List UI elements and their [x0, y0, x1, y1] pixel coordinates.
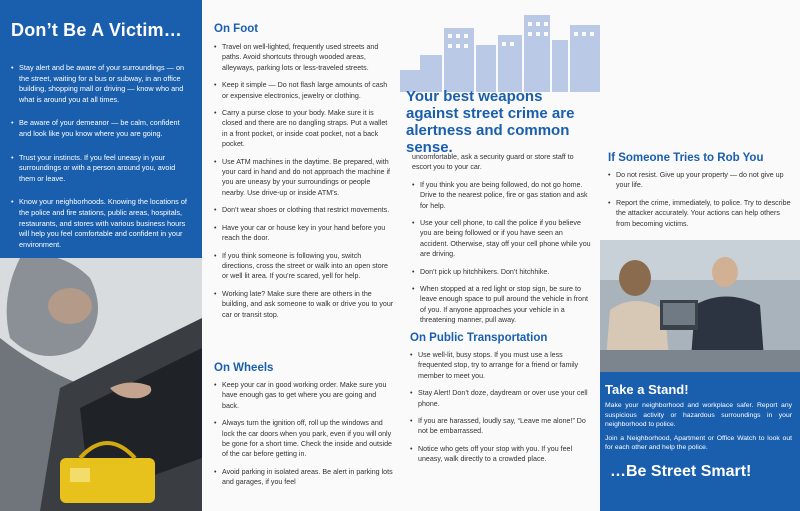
paragraph: Join a Neighborhood, Apartment or Office Watch to look out for each other and help the police. [605, 434, 792, 452]
driving-list [412, 180, 592, 326]
list-item: • Trust your instincts. If you feel uneasy in your surroundings or with a person around you, avoid them or leave. [11, 153, 192, 185]
list-item: • Have your car or house key in your hand before you reach the door. [214, 223, 394, 244]
on-foot-panel [202, 0, 400, 511]
panel-title: Don’t Be A Victim… [11, 20, 182, 40]
police-desk-illustration [600, 240, 800, 372]
section-heading: If Someone Tries to Rob You [608, 152, 764, 164]
list-item: • Use your cell phone, to call the police if you believe you are being followed or if you have seen an accident. Otherwise, stay off your cell phone while you are driving. [412, 218, 592, 260]
list-item: • Carry a purse close to your body. Make sure it is closed and there are no dangling straps. Put a wallet in a front pocket, or inside coat pocket, not a back pocket. [214, 108, 394, 150]
left-panel [0, 0, 202, 511]
list-item: • Be aware of your demeanor — be calm, confident and look like you know where you are going. [11, 118, 192, 139]
headline: Your best weapons against street crime are alertness and common sense. [406, 88, 575, 156]
list-item: • Stay alert and be aware of your surroundings — on the street, waiting for a bus or subway, in an office building, shopping mall or driving — know who and what is around you at all times. [11, 63, 192, 105]
tagline: …Be Street Smart! [610, 462, 752, 480]
list-item: • Travel on well-lighted, frequently used streets and paths. Avoid shortcuts through wooded areas, alleyways, parking lots or less-traveled streets. [214, 42, 394, 73]
police-report-photo [600, 240, 800, 372]
car-theft-photo [0, 258, 202, 511]
list-item: • Don’t pick up hitchhikers. Don’t hitchhike. [412, 267, 592, 277]
list-item: • Report the crime, immediately, to police. Try to describe the attacker accurately. Your actions can help others from becoming victims. [608, 198, 796, 229]
list-item: • If you are harassed, loudly say, “Leave me alone!” Do not be embarrassed. [410, 416, 592, 437]
section-heading: Take a Stand! [605, 382, 689, 397]
transit-list [410, 350, 592, 472]
list-item: • Notice who gets off your stop with you. If you feel uneasy, walk directly to a crowded place. [410, 444, 592, 465]
list-item: • Keep your car in good working order. Make sure you have enough gas to get where you are going and back. [214, 380, 394, 411]
section-heading: On Wheels [214, 362, 274, 374]
city-skyline-graphic [400, 0, 600, 92]
list-item: • Keep it simple — Do not flash large amounts of cash or expensive electronics, jewelry or clothing. [214, 80, 394, 101]
list-item: • Avoid parking in isolated areas. Be alert in parking lots and garages, if you feel [214, 467, 394, 488]
list-item: • Do not resist. Give up your property — do not give up your life. [608, 170, 796, 191]
car-theft-illustration [0, 258, 202, 511]
on-wheels-list [214, 380, 394, 495]
list-item: • Use ATM machines in the daytime. Be prepared, with your card in hand and do not approach the machine if you are uneasy by your surroundings or people nearby. Use drive-up or inside ATM’s. [214, 157, 394, 199]
section-heading: On Public Transportation [410, 332, 548, 344]
list-item: • Use well-lit, busy stops. If you must use a less frequented stop, try to arrange for a friend or family member to meet you. [410, 350, 592, 381]
paragraph: Make your neighborhood and workplace safer. Report any suspicious activity or hazardous surroundings in your neighborhood to police. [605, 402, 792, 429]
right-panel [600, 0, 800, 511]
list-item: • Stay Alert! Don’t doze, daydream or over use your cell phone. [410, 388, 592, 409]
list-item: • Always turn the ignition off, roll up the windows and lock the car doors when you park, even if you will only be gone for a short time. Check the inside and outside of the car before getting in. [214, 418, 394, 460]
list-item: • Know your neighborhoods. Knowing the locations of the police and fire stations, public areas, hospitals, restaurants, and stores with various business hours will help you feel comfortable and confident in your environment. [11, 197, 192, 250]
list-item: • Working late? Make sure there are others in the building, and ask someone to walk or drive you to your car or transit stop. [214, 289, 394, 320]
list-item: • If you think you are being followed, do not go home. Drive to the nearest police, fire or gas station and ask for help. [412, 180, 592, 211]
paragraph: uncomfortable, ask a security guard or store staff to escort you to your car. [412, 153, 574, 172]
list-item: • When stopped at a red light or stop sign, be sure to leave enough space to pull around the vehicle in front of you. If anyone approaches your vehicle in a threatening manner, pull away. [412, 284, 592, 326]
list-item: • If you think someone is following you, switch directions, cross the street or walk into an open store or well lit area. If you’re scared, yell for help. [214, 251, 394, 282]
rob-list [608, 170, 796, 236]
list-item: • Don’t wear shoes or clothing that restrict movements. [214, 205, 394, 215]
continued-text [412, 152, 592, 333]
on-foot-list [214, 42, 394, 327]
take-a-stand-box [600, 372, 800, 511]
section-heading: On Foot [214, 23, 259, 35]
tips-list [0, 41, 202, 250]
middle-panel [400, 0, 600, 511]
